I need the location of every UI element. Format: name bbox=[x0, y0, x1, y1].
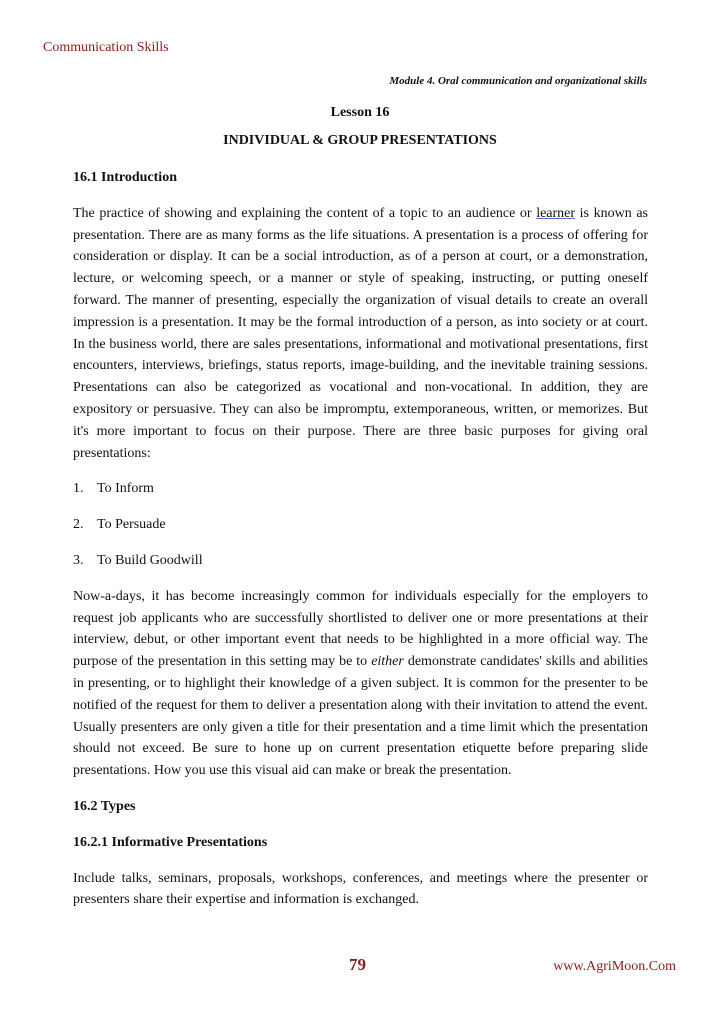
intro-paragraph bbox=[73, 203, 648, 465]
lesson-title: INDIVIDUAL & GROUP PRESENTATIONS bbox=[223, 133, 497, 148]
section-heading-types: 16.2 Types bbox=[73, 798, 136, 814]
module-title: Module 4. Oral communication and organizational skills bbox=[389, 75, 647, 87]
intro-text-start: The practice of showing and explaining the content of a topic to an audience or bbox=[73, 205, 537, 221]
list-item: 3. To Build Goodwill bbox=[73, 552, 203, 568]
page-number: 79 bbox=[349, 955, 366, 974]
learner-link[interactable]: learner bbox=[536, 205, 576, 221]
section-heading-introduction: 16.1 Introduction bbox=[73, 170, 177, 185]
intro-text-end: is known as presentation. There are as many forms as the life situations. A presentation is a process of offering for consideration or display. It can be a social introduction, as of a person at court, or a demonstration, lecture, or welcoming speech, or a manner or style of speaking, instructing, or putting oneself forward. The manner of presenting, especially the organization of visual details to create an overall impression is a presentation. It may be the formal introduction of a person, as into society or at court. In the business world, there are sales presentations, informational and motivational presentations, first encounters, interviews, briefings, status reports, image-building, and the inevitable training sessions. Presentations can also be categorized as vocational and non-vocational. In addition, they are expository or persuasive. They can also be impromptu, extemporaneous, written, or memorizes. But it's more important to focus on their purpose. There are three basic purposes for giving oral presentations: bbox=[73, 205, 648, 461]
purpose-paragraph: Now-a-days, it has become increasingly common for individuals especially for the employers to request job applicants who are successfully shortlisted to deliver one or more presentations at their interview, debut, or other important event that needs to be highlighted in a more official way. The purpose of the presentation in this setting may be to either demonstrate candidates' skills and abilities in presenting, or to highlight their knowledge of a given subject. It is common for the presenter to be notified of the request for them to deliver a presentation along with their invitation to attend the event. Usually presenters are only given a title for their presentation and a time limit which the presentation should not exceed. Be sure to hone up on current presentation etiquette before preparing slide presentations. How you use this visual aid can make or break the presentation. bbox=[73, 588, 648, 779]
list-item: 2. To Persuade bbox=[73, 517, 166, 533]
lesson-number: Lesson 16 bbox=[330, 105, 390, 120]
informative-paragraph: Include talks, seminars, proposals, workshops, conferences, and meetings where the presenter or presenters share their expertise and information is exchanged. bbox=[73, 870, 648, 908]
list-item: 1. To Inform bbox=[73, 481, 154, 497]
subsection-heading-informative: 16.2.1 Informative Presentations bbox=[73, 834, 268, 850]
website-footer: www.AgriMoon.Com bbox=[553, 959, 676, 974]
running-head: Communication Skills bbox=[43, 40, 169, 55]
emphasis-either: either bbox=[371, 654, 404, 670]
body-text bbox=[73, 167, 648, 911]
